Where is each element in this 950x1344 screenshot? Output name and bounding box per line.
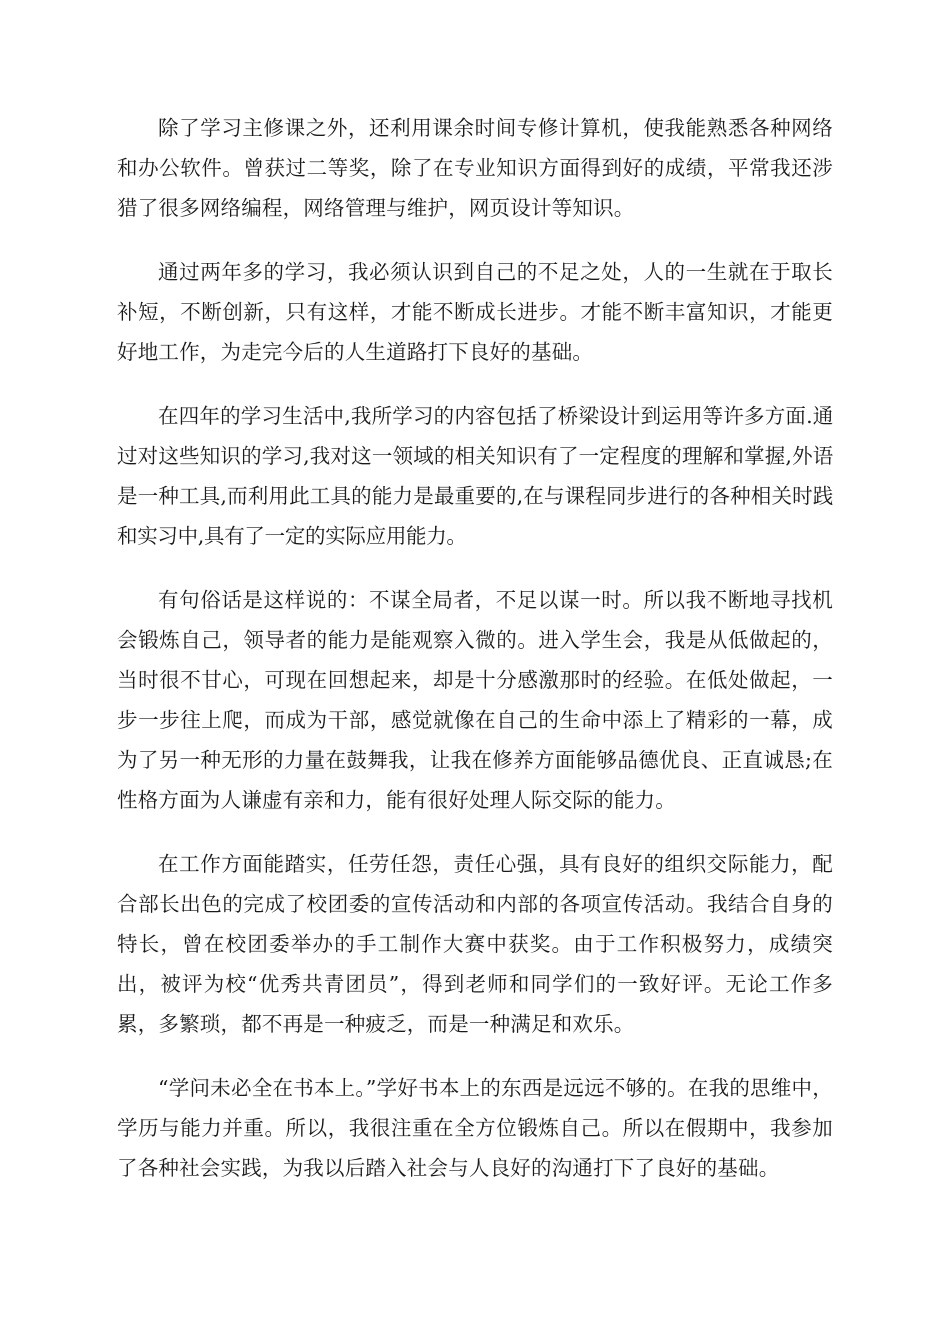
paragraph-social-practice: “学问未必全在书本上。”学好书本上的东西是远远不够的。在我的思维中，学历与能力并重。所以，我很注重在全方位锻炼自己。所以在假期中，我参加了各种社会实践，为我以后踏入社会与人良好的沟通打下了良好的基础。 bbox=[117, 1076, 833, 1180]
paragraph-self-improvement: 通过两年多的学习，我必须认识到自己的不足之处，人的一生就在于取长补短，不断创新，只有这样，才能不断成长进步。才能不断丰富知识，才能更好地工作，为走完今后的人生道路打下良好的基础。 bbox=[117, 260, 833, 364]
paragraph-student-union: 有句俗话是这样说的：不谋全局者，不足以谋一时。所以我不断地寻找机会锻炼自己，领导者的能力是能观察入微的。进入学生会，我是从低做起的，当时很不甘心，可现在回想起来，却是十分感激那时的经验。在低处做起，一步一步往上爬，而成为干部，感觉就像在自己的生命中添上了精彩的一幕，成为了另一种无形的力量在鼓舞我，让我在修养方面能够品德优良、正直诚恳;在性格方面为人谦虚有亲和力，能有很好处理人际交际的能力。 bbox=[117, 588, 833, 812]
paragraph-study-life: 在四年的学习生活中,我所学习的内容包括了桥梁设计到运用等许多方面.通过对这些知识的学习,我对这一领域的相关知识有了一定程度的理解和掌握,外语是一种工具,而利用此工具的能力是最重要的,在与课程同步进行的各种相关时践和实习中,具有了一定的实际应用能力。 bbox=[117, 404, 833, 548]
paragraph-computer-skills: 除了学习主修课之外，还利用课余时间专修计算机，使我能熟悉各种网络和办公软件。曾获过二等奖，除了在专业知识方面得到好的成绩，平常我还涉猎了很多网络编程，网络管理与维护，网页设计等知识。 bbox=[117, 116, 833, 220]
paragraph-work-attitude: 在工作方面能踏实，任劳任怨，责任心强，具有良好的组织交际能力，配合部长出色的完成了校团委的宣传活动和内部的各项宣传活动。我结合自身的特长，曾在校团委举办的手工制作大赛中获奖。由于工作积极努力，成绩突出，被评为校“优秀共青团员”，得到老师和同学们的一致好评。无论工作多累，多繁琐，都不再是一种疲乏，而是一种满足和欢乐。 bbox=[117, 852, 833, 1036]
document-body bbox=[117, 108, 833, 1212]
